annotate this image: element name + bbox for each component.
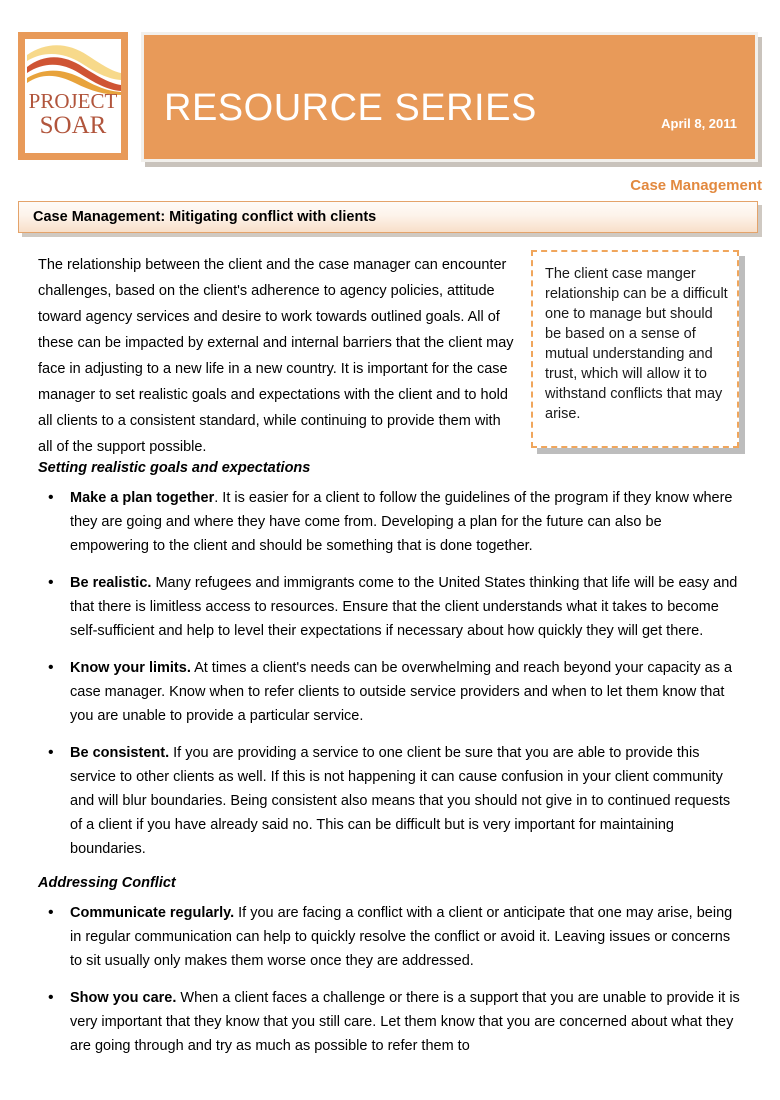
logo-inner: [25, 39, 121, 153]
subheading-addressing-conflict: Addressing Conflict: [38, 875, 176, 891]
list-item: [38, 901, 744, 973]
list-item-lead: Be realistic.: [70, 575, 152, 591]
pull-quote-callout: [531, 250, 739, 448]
subheading-setting-realistic-goals: Setting realistic goals and expectations: [38, 460, 311, 476]
list-item-body: When a client faces a challenge or there is a support that you are unable to provide it is very important that they know that you still care. Let them know that you are concerned about what they are going through and try as much as possible to refer them to: [70, 990, 740, 1054]
article-banner: [18, 201, 758, 233]
list-item: [38, 741, 744, 861]
list-item-body: If you are facing a conflict with a client or anticipate that one may arise, being in regular communication can help to quickly resolve the conflict or avoid it. Leaving issues or concerns to sit usually only makes them worse once they are addressed.: [70, 905, 733, 969]
list-item-body: At times a client's needs can be overwhelming and reach beyond your capacity as a case manager. Know when to refer clients to outside service providers and when to let them know that you are unable to provide a particular service.: [70, 660, 733, 724]
bullet-icon: •: [48, 489, 54, 506]
publication-date: April 8, 2011: [661, 116, 737, 131]
list-item-body: Many refugees and immigrants come to the United States thinking that life will be easy and that there is limitless access to resources. Ensure that the client understands what it takes to become self-sufficient and help to level their expectations if necessary about how quickly they will get there.: [70, 575, 738, 639]
list-item-lead: Be consistent.: [70, 745, 170, 761]
article-title: Case Management: Mitigating conflict with clients: [33, 209, 377, 225]
logo-box: [18, 32, 128, 160]
page-header: [18, 32, 762, 162]
list-item: [38, 571, 744, 643]
bullet-icon: •: [48, 574, 54, 591]
bullet-icon: •: [48, 659, 54, 676]
list-item-body: If you are providing a service to one client be sure that you are able to provide this service to other clients as well. If this is not happening it can cause confusion in your client community and will blur boundaries. Being consistent also means that you should not give in to continued requests of a client if you have already said no. This can be difficult but is very important for maintaining boundaries.: [70, 745, 731, 857]
bullet-list-addressing-conflict: [38, 901, 744, 1058]
intro-paragraph: The relationship between the client and the case manager can encounter challenges, based on the client's adherence to agency policies, attitude toward agency services and desire to work towards outlined goals. All of these can be impacted by external and internal barriers that the client may face in adjusting to a new life in a new country. It is important for the case manager to set realistic goals and expectations with the client and to hold all clients to a consistent standard, while continuing to provide them with all of the support possible.: [38, 257, 514, 455]
publication-title: RESOURCE SERIES: [164, 87, 537, 129]
bullet-icon: •: [48, 744, 54, 761]
list-item-lead: Make a plan together: [70, 490, 215, 506]
logo-line-2: SOAR: [39, 112, 107, 139]
list-item-lead: Show you care.: [70, 990, 177, 1006]
list-item: [38, 656, 744, 728]
list-item: [38, 986, 744, 1058]
article-body: [38, 460, 744, 1058]
bullet-list-setting-realistic-goals: [38, 486, 744, 861]
list-item-body: . It is easier for a client to follow the guidelines of the program if they know where they are going and where they have come from. Developing a plan for the future can also be empowering to the client and should be something that is done together.: [70, 490, 733, 554]
logo-wordmark: [25, 91, 121, 138]
logo-line-1: PROJECT: [28, 89, 118, 113]
bullet-icon: •: [48, 989, 54, 1006]
list-item-lead: Communicate regularly.: [70, 905, 235, 921]
header-banner: [141, 32, 758, 162]
soar-wave-icon: [25, 41, 121, 95]
callout-text: The client case manger relationship can be a difficult one to manage but should be based on a sense of mutual understanding and trust, which will allow it to withstand conflicts that may arise.: [545, 266, 728, 422]
list-item-lead: Know your limits.: [70, 660, 191, 676]
section-label: Case Management: [630, 177, 762, 194]
list-item: [38, 486, 744, 558]
bullet-icon: •: [48, 904, 54, 921]
